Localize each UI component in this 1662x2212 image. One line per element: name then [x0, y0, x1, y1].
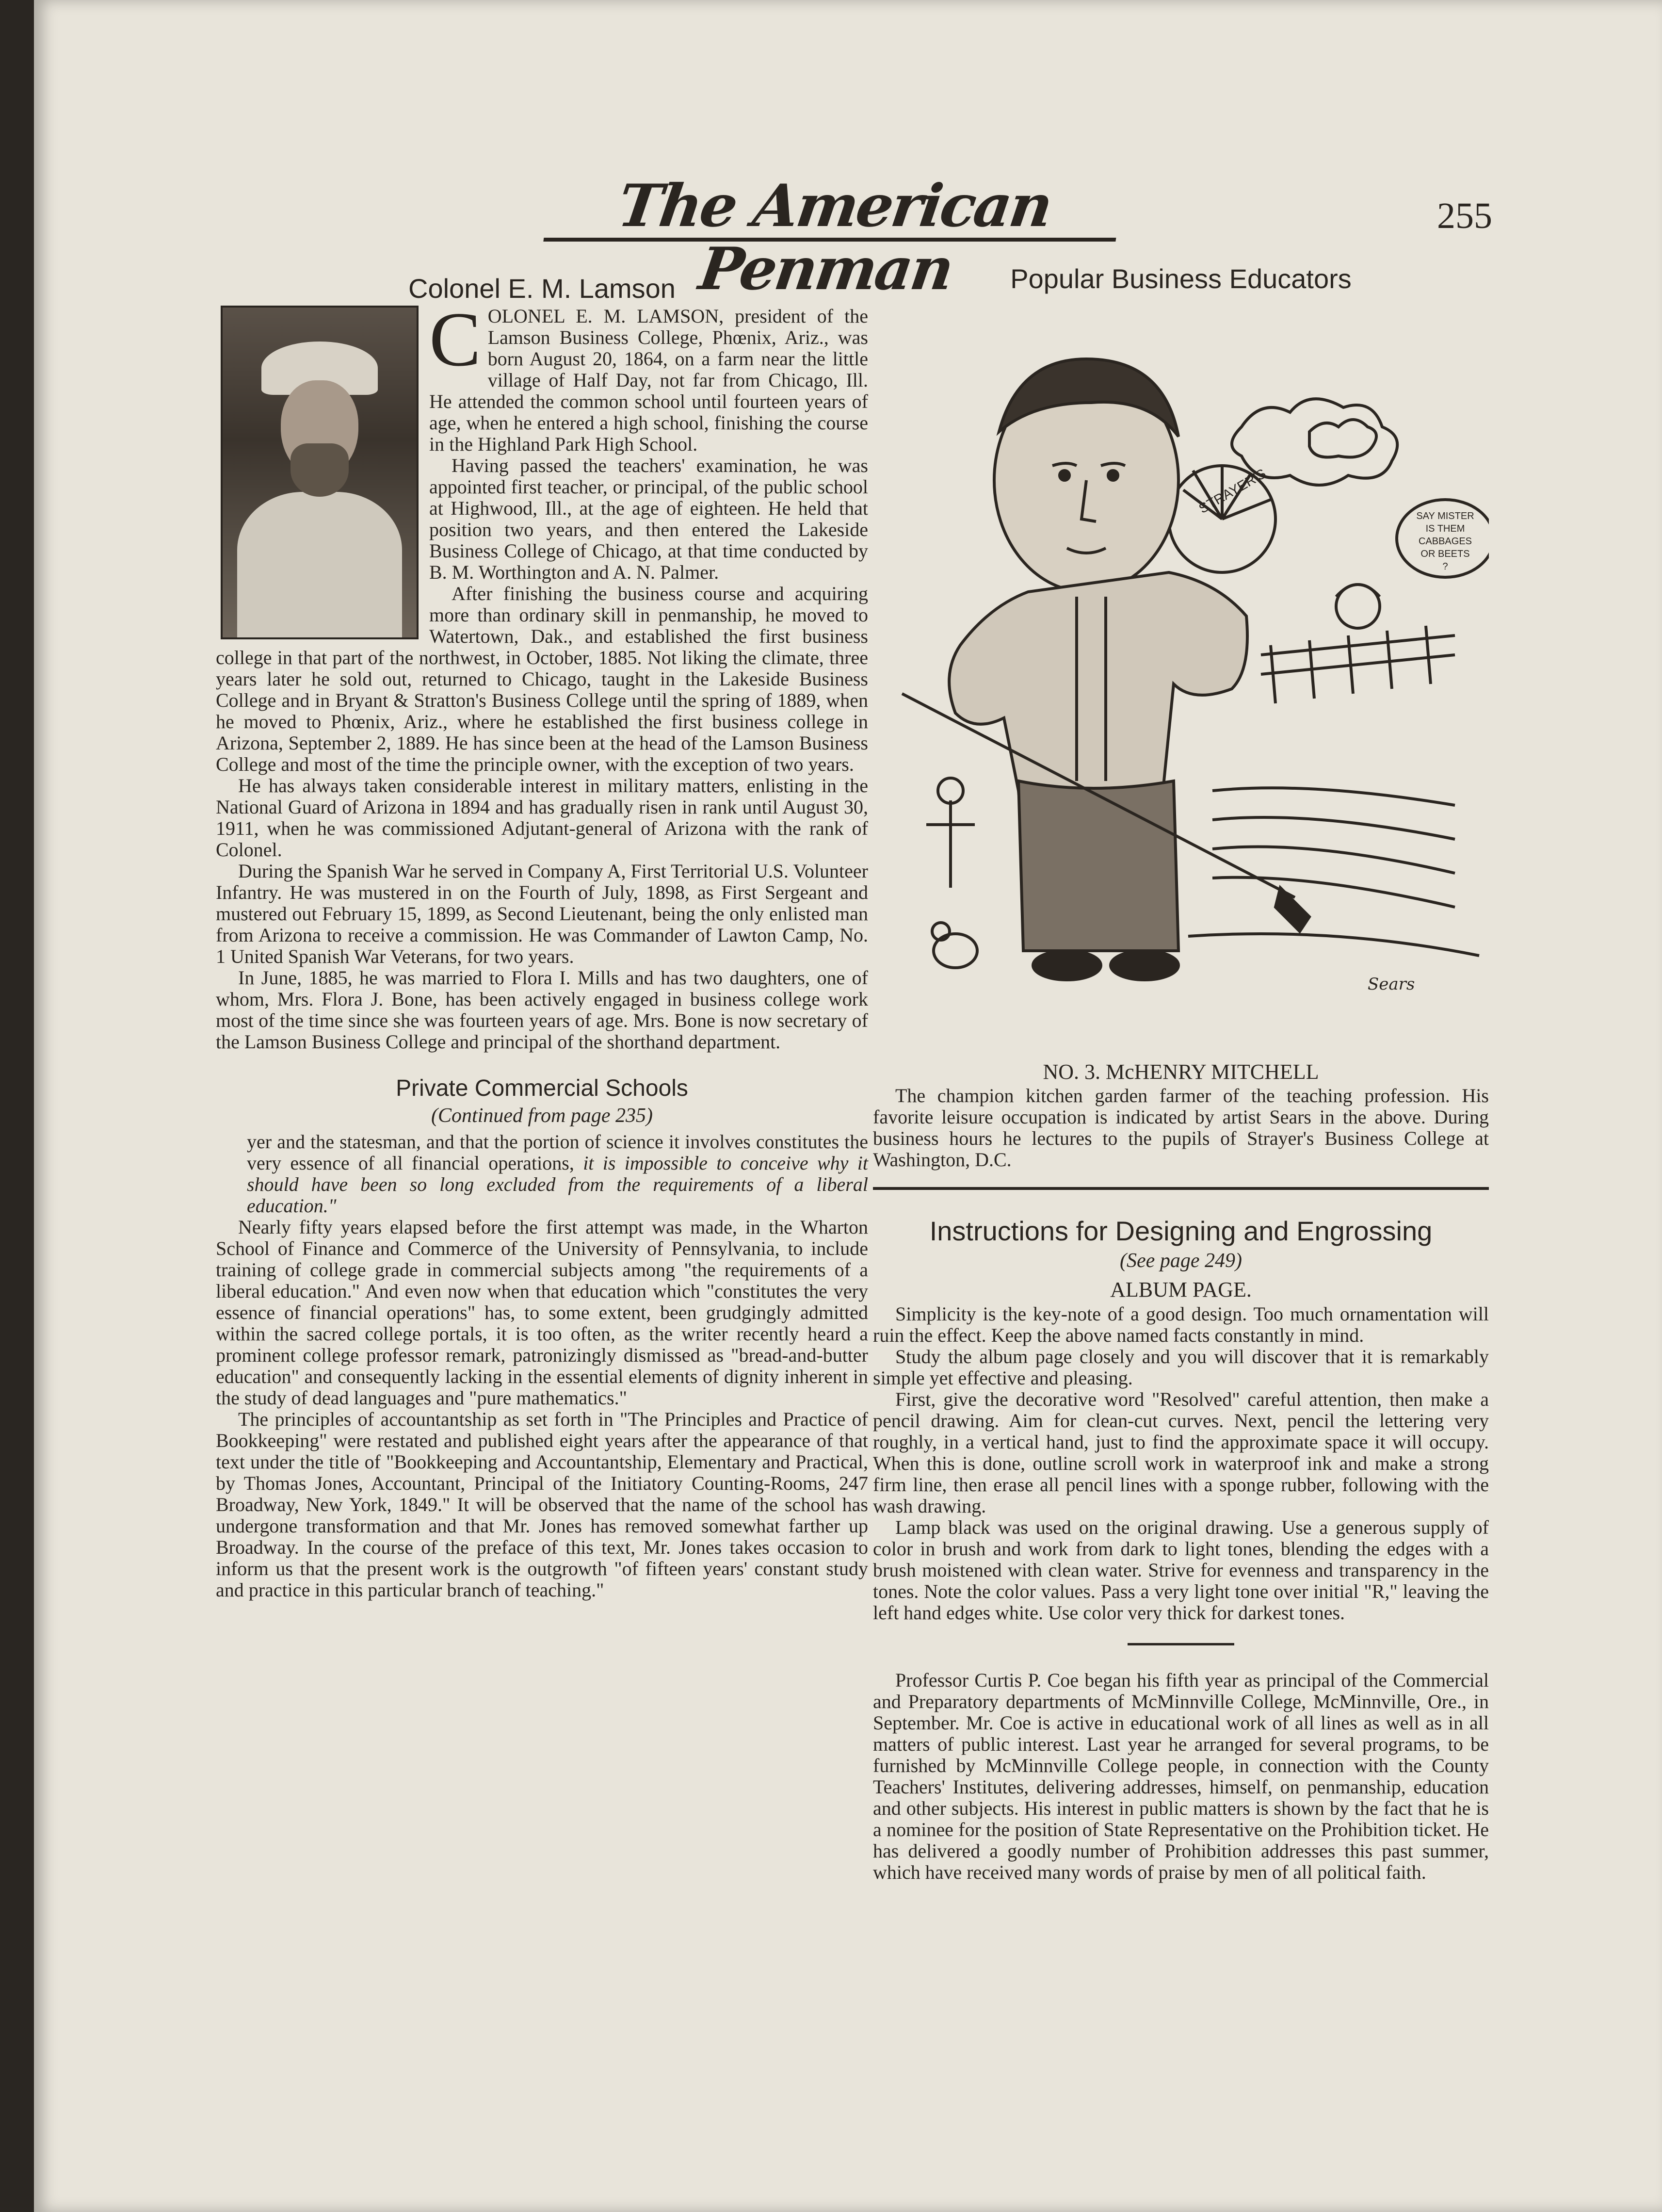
instructions-paragraph-1: Simplicity is the key-note of a good design. Too much ornamentation will ruin the effect. Keep the above named facts constantly in mind. — [873, 1303, 1489, 1346]
lamson-dropcap: C — [429, 296, 481, 382]
private-intro-italic: it is impossible to conceive why it should have been so long excluded from the requirements of a liberal education." — [247, 1152, 868, 1217]
balloon-line-5: ? — [1442, 561, 1448, 572]
balloon-line-1: SAY MISTER — [1416, 511, 1474, 521]
private-intro — [247, 1131, 868, 1217]
caricature-illustration — [873, 306, 1489, 1053]
section-divider — [873, 1187, 1489, 1190]
private-schools-title: Private Commercial Schools — [396, 1075, 688, 1101]
illustration-caption: NO. 3. McHENRY MITCHELL — [1043, 1060, 1319, 1084]
left-column — [216, 272, 868, 1601]
private-paragraph-2: The principles of accountantship as set forth in "The Principles and Practice of Bookkeeping" were restated and published eight years after the appearance of that text under the title of "Bookkeeping and Accountantship, Elementary and Practical, by Thomas Jones, Accountant, Principal of the Initiatory Counting-Rooms, 247 Broadway, New York, 1849." It will be observed that the name of the school has undergone transformation and that Mr. Jones has removed somewhat farther up Broadway. In the course of the preface of this text, Mr. Jones takes occasion to inform us that the present work is the outgrowth "of fifteen years' constant study and practice in this particular branch of teaching." — [216, 1408, 868, 1601]
short-divider — [1128, 1643, 1234, 1645]
lamson-paragraph-5: During the Spanish War he served in Company A, First Territorial U.S. Volunteer Infantry. He was mustered in on the Fourth of July, 1898, as First Sergeant and mustered out February 15, 1899, as Second Lieutenant, being the only enlisted man from Arizona to receive a commission. He was Commander of Lawton Camp, No. 1 United Spanish War Veterans, for two years. — [216, 860, 868, 967]
see-page-note: (See page 249) — [1120, 1250, 1242, 1272]
lamson-paragraph-6: In June, 1885, he was married to Flora I. Mills and has two daughters, one of whom, Mrs. Flora J. Bone, has been actively engaged in business college work most of the time since she was fourteen years of age. Mrs. Bone is now secretary of the Lamson Business College and principal of the shorthand department. — [216, 967, 868, 1053]
private-intro-text: yer and the statesman, and that the portion of science it involves constitutes the very essence of all financial operations, — [247, 1131, 868, 1174]
right-column — [873, 262, 1489, 1883]
instructions-paragraph-4: Lamp black was used on the original drawing. Use a generous supply of color in brush and work from dark to light tones, blending the edges with a brush moistened with clean water. Strive for evenness and transparency in the tones. Note the color values. Pass a very light tone over initial "R," leaving the left hand edges white. Use color very thick for darkest tones. — [873, 1516, 1489, 1624]
balloon-line-4: OR BEETS — [1420, 549, 1470, 559]
magazine-page — [34, 0, 1662, 2212]
private-paragraph-1: Nearly fifty years elapsed before the first attempt was made, in the Wharton School of Finance and Commerce of the University of Pennsylvania, to include training of college grade in commercial subjects among "the requirements of a liberal education." And even now when that education which "constitutes the very essence of financial operations" has, to some extent, been grudgingly admitted within the sacred college portals, it is too often, as the writer recently heard a prominent college professor remark, patronizingly dismissed as "bread-and-butter education" and consequently lacking in the essential elements of dignity inherent in the study of dead languages and "pure mathematics." — [216, 1216, 868, 1409]
lamson-p1-text: OLONEL E. M. LAMSON, president of the Lamson Business College, Phœnix, Ariz., was born August 20, 1864, on a farm near the little village of Half Day, not far from Chicago, Ill. He attended the common school until fourteen years of age, when he entered a high school, finishing the course in the Highland Park High School. — [429, 305, 868, 455]
fan-label: STRAYER'S — [1196, 466, 1269, 517]
album-page-subtitle: ALBUM PAGE. — [1110, 1278, 1252, 1301]
coe-paragraph: Professor Curtis P. Coe began his fifth year as principal of the Commercial and Preparatory departments of McMinnville College, McMinnville, Ore., in September. Mr. Coe is active in educational work of all lines as well as in all matters of public interest. Last year he arranged for several programs, to be furnished by McMinnville College people, in connection with the County Teachers' Institutes, delivering addresses, himself, on penmanship, education and other subjects. His interest in public matters is shown by the fact that he is a nominee for the position of State Representative on the Prohibition ticket. He has delivered a goodly number of Prohibition addresses this past summer, which have received many words of praise by men of all political faith. — [873, 1669, 1489, 1883]
educators-title: Popular Business Educators — [1010, 263, 1352, 294]
educators-text: The champion kitchen garden farmer of the teaching profession. His favorite leisure occupation is indicated by artist Sears in the above. During business hours he lectures to the pupils of Strayer's Business College at Washington, D.C. — [873, 1085, 1489, 1171]
lamson-paragraph-4: He has always taken considerable interest in military matters, enlisting in the National Guard of Arizona in 1894 and has gradually risen in rank until August 30, 1911, when he was commissioned Adjutant-general of Arizona with the rank of Colonel. — [216, 775, 868, 861]
lamson-paragraph-3: After finishing the business course and acquiring more than ordinary skill in penmanship, he moved to Watertown, Dak., and established the first business college in that part of the northwest, in October, 1885. Not liking the climate, three years later he sold out, returned to Chicago, taught in the Lakeside Business College and in Bryant & Stratton's Business College until the spring of 1889, when he moved to Phœnix, Ariz., where he established the first business college in Arizona, September 2, 1889. He has since been at the head of the Lamson Business College and most of the time the principle owner, with the exception of two years. — [216, 583, 868, 775]
balloon-line-2: IS THEM — [1425, 523, 1465, 534]
instructions-paragraph-3: First, give the decorative word "Resolved" careful attention, then make a pencil drawing. Aim for clean-cut curves. Next, pencil the lettering very roughly, in a vertical hand, just to find the approximate space it will occupy. When this is done, outline scroll work in waterproof ink and make a strong firm line, then erase all pencil lines with a sponge rubber, following with the wash drawing. — [873, 1388, 1489, 1517]
lamson-portrait-photo — [221, 306, 419, 639]
lamson-title: Colonel E. M. Lamson — [408, 273, 676, 304]
instructions-paragraph-2: Study the album page closely and you will discover that it is remarkably simple yet effective and pleasing. — [873, 1346, 1489, 1389]
page-number: 255 — [1437, 195, 1492, 236]
instructions-title: Instructions for Designing and Engrossing — [929, 1216, 1433, 1246]
lamson-paragraph-2: Having passed the teachers' examination, he was appointed first teacher, or principal, of the public school at Highwood, Ill., at the age of eighteen. He held that position two years, and then entered the Lakeside Business College of Chicago, at that time conducted by B. M. Worthington and A. N. Palmer. — [429, 455, 868, 583]
continued-from-note: (Continued from page 235) — [431, 1105, 653, 1127]
balloon-line-3: CABBAGES — [1418, 536, 1472, 547]
masthead-logo: The American Penman — [543, 175, 1125, 242]
artist-signature: Sears — [1368, 975, 1415, 994]
